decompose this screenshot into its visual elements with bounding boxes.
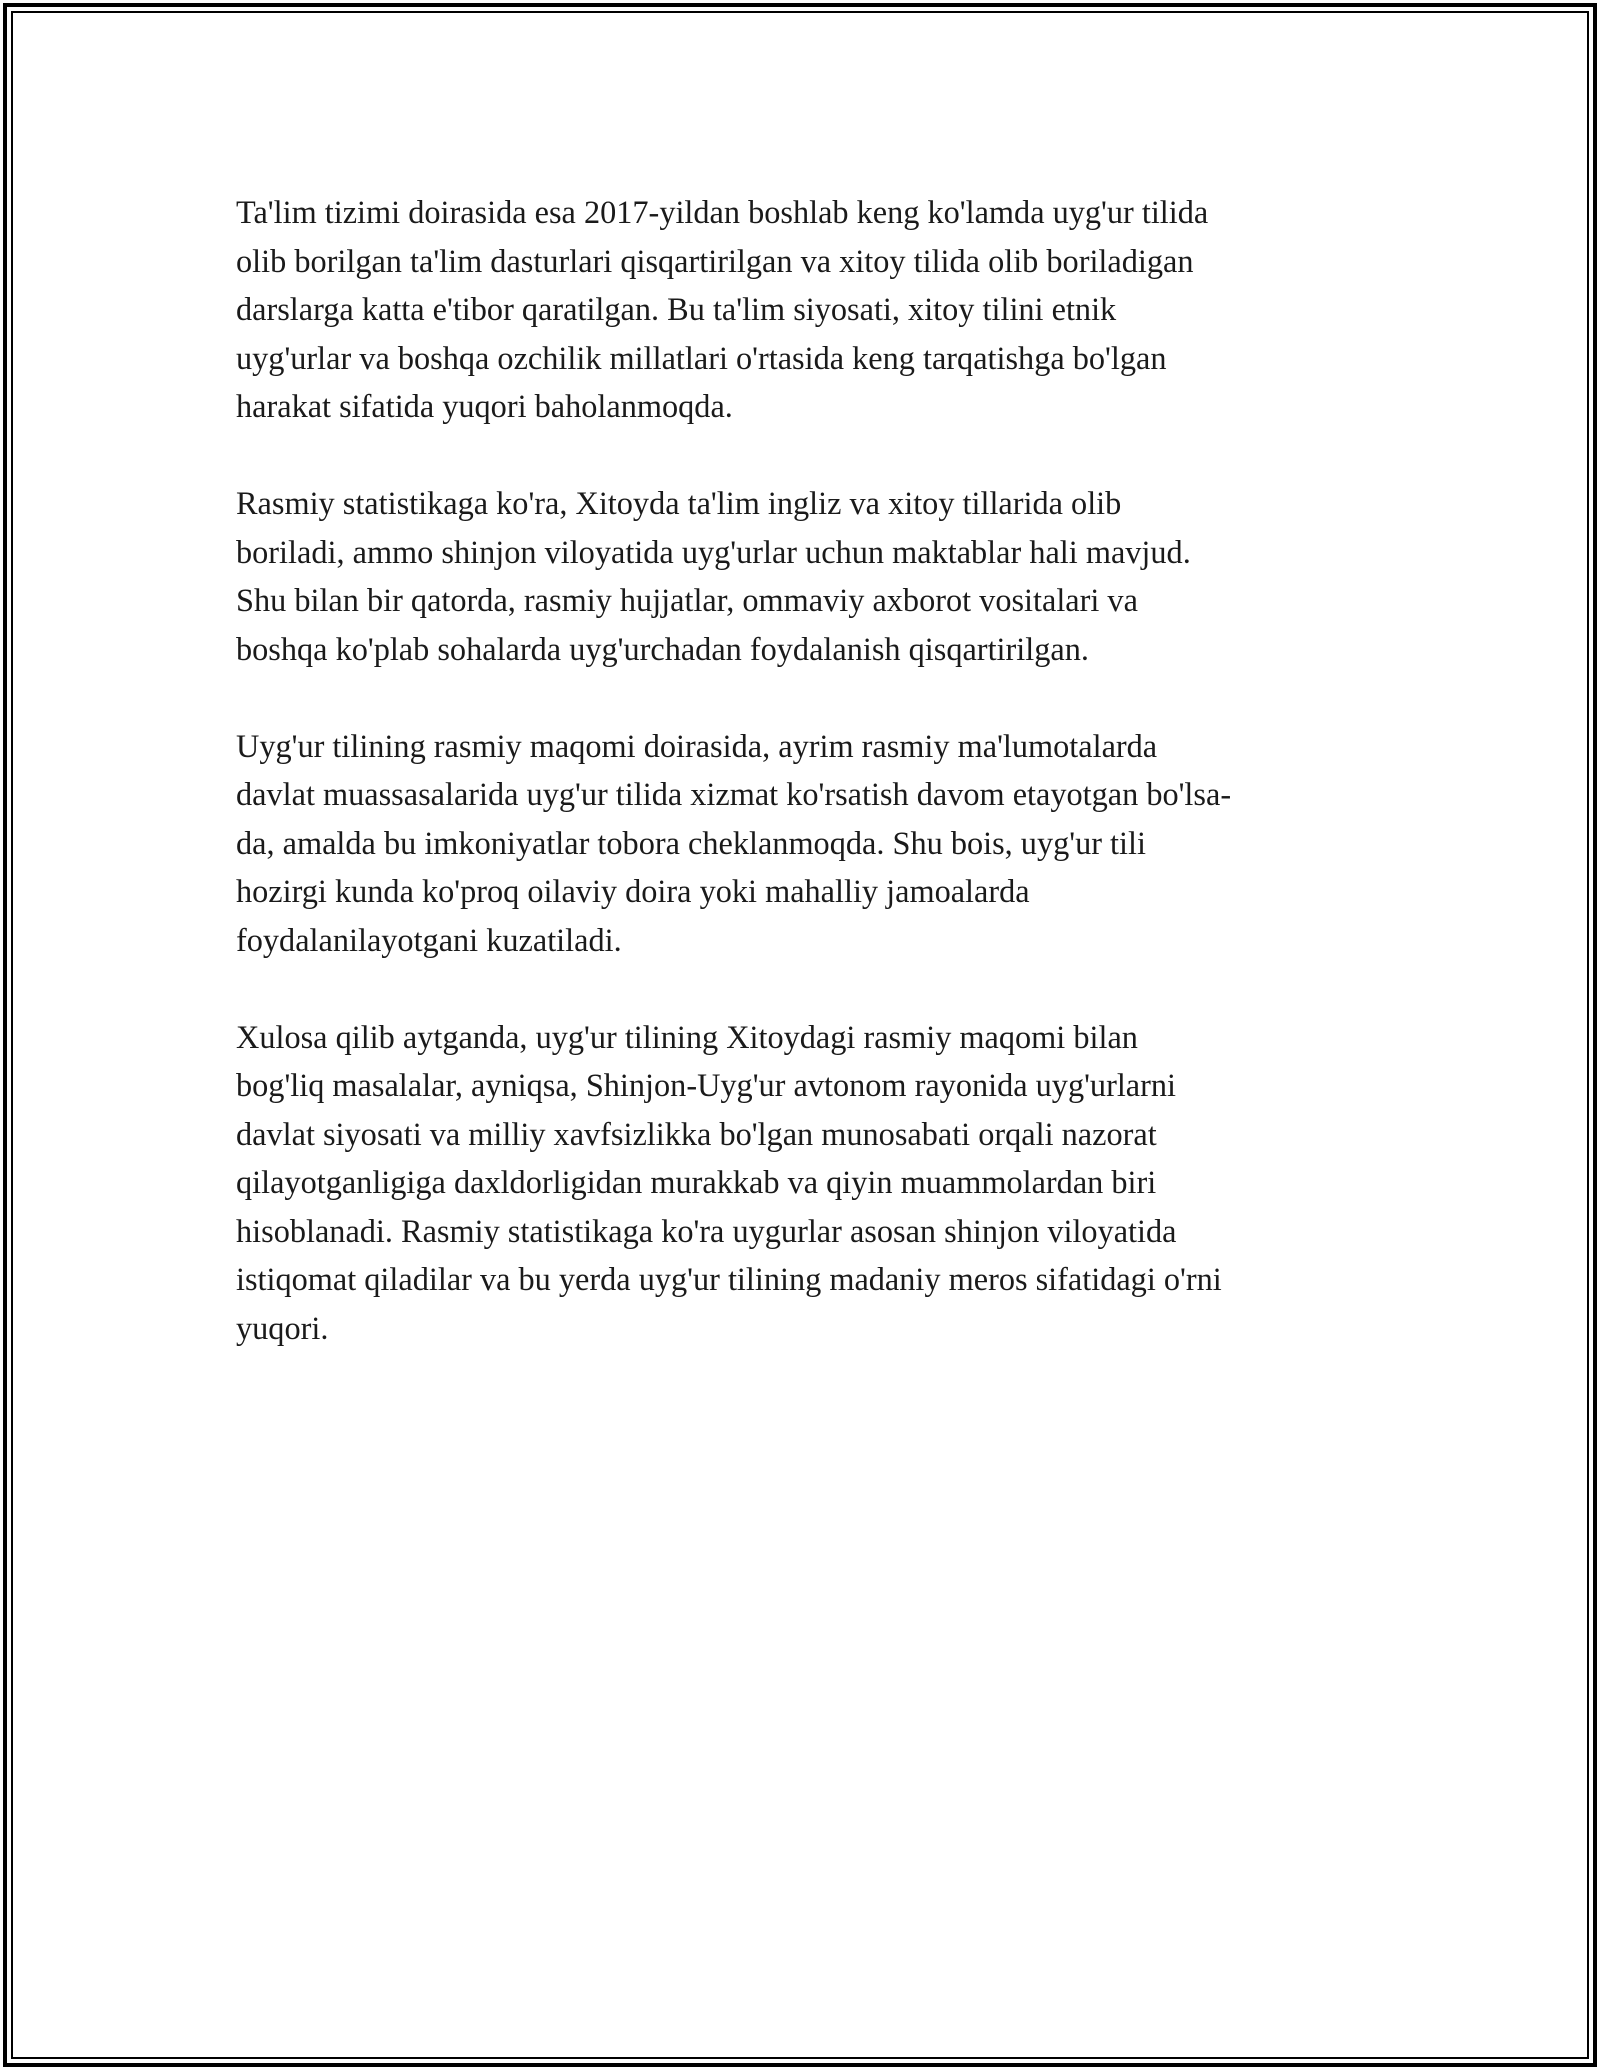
text-line: Xulosa qilib aytganda, uyg'ur tilining Xitoydagi rasmiy maqomi bilan <box>236 1018 1138 1055</box>
text-line: harakat sifatida yuqori baholanmoqda. <box>236 388 733 424</box>
text-line: hozirgi kunda ko'proq oilaviy doira yoki mahalliy jamoalarda <box>236 873 1030 909</box>
text-line: bog'liq masalalar, ayniqsa, Shinjon-Uyg'ur avtonom rayonida uyg'urlarni <box>236 1067 1177 1103</box>
text-line: qilayotganligiga daxldorligidan murakkab va qiyin muammolardan biri <box>236 1164 1157 1200</box>
text-line: Ta'lim tizimi doirasida esa 2017-yildan boshlab keng ko'lamda uyg'ur tilida <box>236 194 1209 230</box>
paragraph-3 <box>236 722 1366 965</box>
document-body <box>236 188 1366 1401</box>
text-line: boriladi, ammo shinjon viloyatida uyg'urlar uchun maktablar hali mavjud. <box>236 533 1191 570</box>
text-line: hisoblanadi. Rasmiy statistikaga ko'ra uygurlar asosan shinjon viloyatida <box>236 1212 1177 1249</box>
text-line: davlat muassasalarida uyg'ur tilida xizmat ko'rsatish davom etayotgan bo'lsa- <box>236 776 1232 812</box>
text-line: istiqomat qiladilar va bu yerda uyg'ur tilining madaniy meros sifatidagi o'rni <box>236 1261 1222 1297</box>
text-line: foydalanilayotgani kuzatiladi. <box>236 921 622 958</box>
paragraph-1 <box>236 188 1366 431</box>
text-line: Uyg'ur tilining rasmiy maqomi doirasida, ayrim rasmiy ma'lumotalarda <box>236 727 1158 764</box>
text-line: uyg'urlar va boshqa ozchilik millatlari o'rtasida keng tarqatishga bo'lgan <box>236 339 1167 376</box>
paragraph-2 <box>236 479 1366 673</box>
text-line: Shu bilan bir qatorda, rasmiy hujjatlar, ommaviy axborot vositalari va <box>236 582 1138 618</box>
text-line: Rasmiy statistikaga ko'ra, Xitoyda ta'lim ingliz va xitoy tillarida olib <box>236 485 1122 521</box>
text-line: yuqori. <box>236 1309 329 1346</box>
text-line: olib borilgan ta'lim dasturlari qisqartirilgan va xitoy tilida olib boriladigan <box>236 242 1194 279</box>
paragraph-4 <box>236 1013 1366 1353</box>
text-line: boshqa ko'plab sohalarda uyg'urchadan foydalanish qisqartirilgan. <box>236 630 1089 667</box>
text-line: davlat siyosati va milliy xavfsizlikka bo'lgan munosabati orqali nazorat <box>236 1115 1157 1152</box>
text-line: da, amalda bu imkoniyatlar tobora cheklanmoqda. Shu bois, uyg'ur tili <box>236 824 1146 861</box>
text-line: darslarga katta e'tibor qaratilgan. Bu ta'lim siyosati, xitoy tilini etnik <box>236 291 1117 327</box>
